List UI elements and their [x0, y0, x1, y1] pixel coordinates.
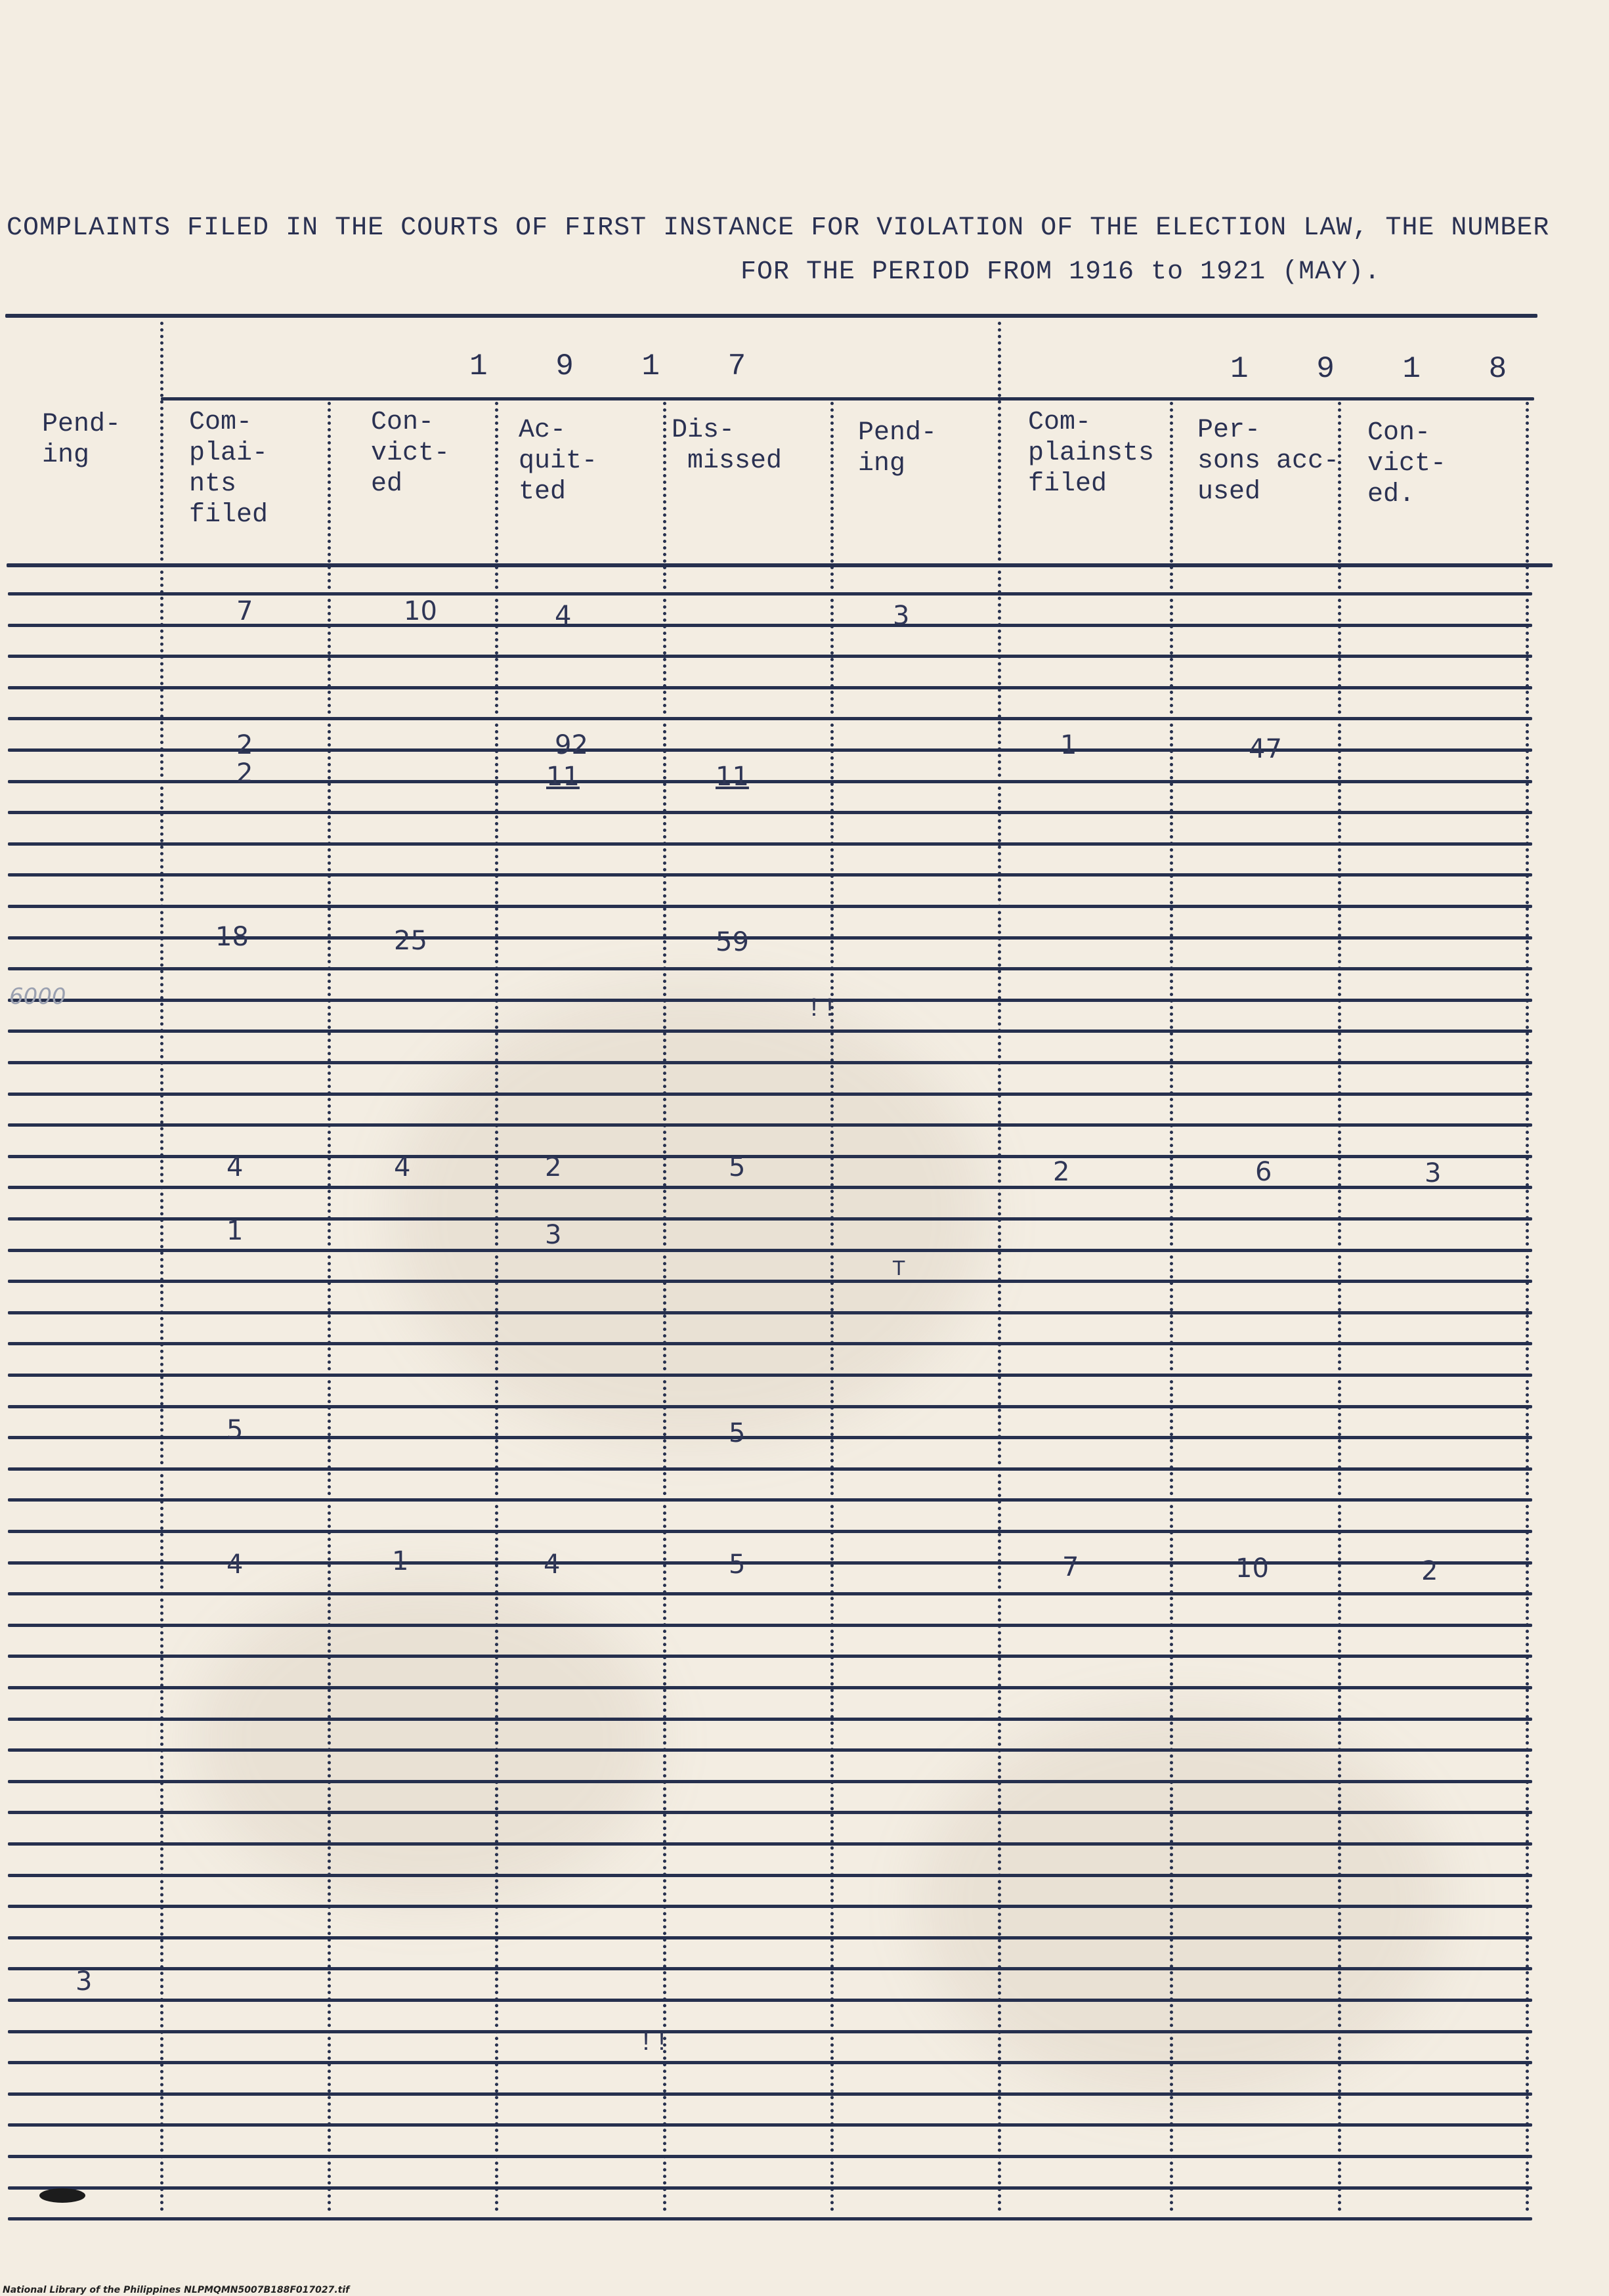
row-rule	[8, 1811, 1532, 1814]
row-rule	[8, 1686, 1532, 1689]
cell-r1-pending-1917: 3	[893, 601, 910, 631]
cell-r3-dismissed-1917: 11	[716, 762, 749, 792]
row-rule	[8, 1249, 1532, 1252]
cell-r5-acquitted-1917: 2	[545, 1152, 562, 1182]
row-rule	[8, 717, 1532, 720]
cell-r1-acquitted-1917: 4	[555, 601, 572, 631]
cell-r5-persons-1918: 6	[1255, 1157, 1272, 1187]
column-separator	[998, 322, 1001, 2213]
row-rule	[8, 1342, 1532, 1345]
cell-r2-persons-1918: 47	[1249, 734, 1282, 764]
row-rule	[8, 2030, 1532, 2033]
cell-r2-complaints-1917: 2	[236, 730, 253, 760]
row-rule	[8, 1718, 1532, 1721]
row-rule	[8, 1655, 1532, 1658]
row-rule	[8, 1624, 1532, 1627]
cell-r4-convicted-1917: 25	[394, 926, 427, 956]
column-separator	[1526, 402, 1529, 2213]
cell-r3-complaints-1917: 2	[236, 758, 253, 789]
cell-r3-acquitted-1917: 11	[546, 762, 580, 792]
header-complaints-filed-1917: Com- plai- nts filed	[189, 408, 268, 530]
document-title-line1: COMPLAINTS FILED IN THE COURTS OF FIRST INSTANCE FOR VIOLATION OF THE ELECTION LAW, THE NUMBER	[7, 213, 1550, 243]
cell-r8-persons-1918: 10	[1235, 1553, 1269, 1584]
column-separator	[160, 322, 163, 2213]
row-rule	[8, 1530, 1532, 1533]
row-rule	[8, 1029, 1532, 1033]
row-rule	[8, 1311, 1532, 1314]
cell-r1-convicted-1917: 10	[404, 596, 437, 626]
row-rule	[8, 905, 1532, 908]
marginal-pencil-note: 6000	[9, 984, 66, 1010]
row-rule	[8, 1780, 1532, 1783]
cell-r6-acquitted-1917: 3	[545, 1220, 562, 1250]
row-rule	[8, 1748, 1532, 1752]
column-separator	[830, 402, 834, 2213]
row-rule	[8, 2217, 1532, 2220]
archive-footer: National Library of the Philippines NLPMQMN5007B188F017027.tif	[3, 2285, 350, 2295]
row-rule	[8, 1874, 1532, 1877]
header-pending-1917: Pend- ing	[858, 418, 937, 479]
header-dismissed-1917: Dis- missed	[672, 416, 783, 476]
row-rule	[8, 1405, 1532, 1408]
row-rule	[8, 1842, 1532, 1846]
column-separator	[495, 402, 498, 2213]
row-rule	[8, 2186, 1532, 2190]
row-rule	[8, 1905, 1532, 1908]
row-rule	[8, 1186, 1532, 1189]
cell-r6-complaints-1917: 1	[226, 1216, 244, 1246]
column-separator	[1170, 402, 1173, 2213]
header-convicted-1917: Con- vict- ed	[371, 408, 450, 499]
row-rule	[8, 1592, 1532, 1595]
cell-r8-acquitted-1917: 4	[544, 1549, 561, 1580]
column-separator	[328, 402, 331, 2213]
row-rule	[8, 592, 1532, 596]
cell-r8-convicted-1918: 2	[1421, 1556, 1438, 1586]
column-separator	[663, 402, 666, 2213]
row-rule	[8, 967, 1532, 970]
cell-r5-dismissed-1917: 5	[729, 1152, 746, 1182]
cell-r2-acquitted-1917: 92	[555, 730, 588, 760]
stray-mark: !!	[806, 995, 838, 1024]
header-pending-1916: Pend- ing	[42, 410, 121, 470]
cell-r9-pending-1916: 3	[75, 1966, 93, 1997]
row-rule	[8, 686, 1532, 689]
row-rule	[8, 1999, 1532, 2002]
header-acquitted-1917: Ac- quit- ted	[519, 416, 598, 507]
row-rule	[8, 1374, 1532, 1377]
cell-r1-complaints-1917: 7	[236, 596, 253, 626]
row-rule	[8, 842, 1532, 846]
cell-r4-dismissed-1917: 59	[716, 927, 749, 957]
cell-r8-complaints-1918: 7	[1062, 1552, 1079, 1582]
row-rule	[8, 1498, 1532, 1502]
row-rule	[8, 811, 1532, 814]
cell-r7-dismissed-1917: 5	[729, 1418, 746, 1448]
cell-r8-complaints-1917: 4	[226, 1549, 244, 1580]
stray-mark: !!	[638, 2029, 670, 2058]
cell-r5-complaints-1918: 2	[1053, 1157, 1070, 1187]
column-separator	[1338, 402, 1341, 2213]
table-top-rule	[5, 314, 1537, 318]
row-rule	[8, 1280, 1532, 1283]
cell-r8-convicted-1917: 1	[392, 1546, 409, 1576]
row-rule	[8, 1061, 1532, 1064]
header-complaints-filed-1918: Com- plainsts filed	[1028, 408, 1155, 499]
row-rule	[8, 2092, 1532, 2096]
row-rule	[8, 2061, 1532, 2064]
row-rule	[8, 1093, 1532, 1096]
year-underline-rule	[161, 397, 1534, 401]
ink-smudge	[39, 2188, 85, 2203]
cell-r5-complaints-1917: 4	[226, 1152, 244, 1182]
row-rule	[8, 999, 1532, 1002]
cell-r5-convicted-1917: 4	[394, 1152, 411, 1182]
row-rule	[8, 1936, 1532, 1939]
cell-r6-mark: T	[893, 1257, 905, 1280]
year-heading-1917: 1 9 1 7	[469, 349, 771, 383]
document-title-line2: FOR THE PERIOD FROM 1916 to 1921 (MAY).	[740, 257, 1381, 287]
cell-r7-complaints-1917: 5	[226, 1415, 244, 1445]
cell-r2-complaints-1918: 1	[1060, 730, 1077, 760]
year-heading-1918: 1 9 1 8	[1230, 352, 1532, 386]
row-rule	[8, 1967, 1532, 1970]
cell-r8-dismissed-1917: 5	[729, 1549, 746, 1580]
header-persons-accused-1918: Per- sons acc- used	[1197, 416, 1340, 507]
cell-r5-convicted-1918: 3	[1425, 1158, 1442, 1188]
row-rule	[8, 1123, 1532, 1127]
cell-r4-complaints-1917: 18	[215, 922, 249, 952]
row-rule	[8, 873, 1532, 877]
row-rule	[8, 2155, 1532, 2158]
row-rule	[8, 655, 1532, 658]
header-convicted-1918: Con- vict- ed.	[1367, 418, 1447, 509]
row-rule	[8, 2123, 1532, 2127]
row-rule	[8, 1467, 1532, 1471]
header-bottom-rule	[7, 563, 1553, 567]
